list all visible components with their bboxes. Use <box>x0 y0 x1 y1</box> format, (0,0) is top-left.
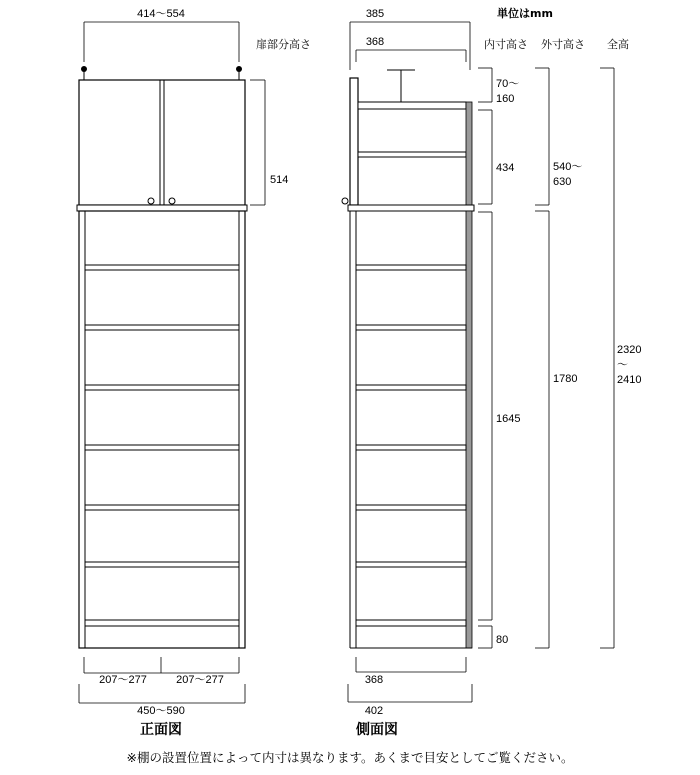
side-shelf <box>358 152 466 157</box>
total-height-max: 2410 <box>617 374 642 386</box>
side-upper-outer-height: 540～ <box>553 161 583 173</box>
side-upper-top-board <box>358 102 466 109</box>
side-shelf <box>356 445 466 450</box>
door-height-value: 514 <box>270 174 289 186</box>
front-view-caption: 正面図 <box>140 722 182 738</box>
lower-cabinet <box>79 211 245 648</box>
side-shelf <box>356 325 466 330</box>
side-shelf <box>356 562 466 567</box>
front-shelf <box>85 562 239 567</box>
side-shelf <box>356 505 466 510</box>
front-shelf <box>85 325 239 330</box>
side-lower-outer-height: 1780 <box>553 373 578 385</box>
upper-cabinet <box>79 80 245 205</box>
front-shelf <box>85 505 239 510</box>
side-shelf <box>356 385 466 390</box>
side-middle-board <box>348 205 474 211</box>
front-top-width: 414～554 <box>137 8 185 20</box>
side-upper-outer-height-max: 630 <box>553 176 572 188</box>
footnote: ※棚の設置位置によって内寸は異なります。あくまで目安としてご覧ください。 <box>126 750 574 765</box>
side-upper-door <box>350 78 358 205</box>
side-back-panel-lower <box>466 211 472 648</box>
side-top-inner-depth: 368 <box>365 36 385 48</box>
side-lower-inner-height: 1645 <box>496 413 521 425</box>
unit-label: 単位はmm <box>497 7 553 20</box>
total-height-tilde: ～ <box>617 359 628 371</box>
header-inner-height: 内寸高さ <box>484 38 528 51</box>
front-bottom-width: 450～590 <box>137 705 185 717</box>
side-back-panel-upper <box>466 102 472 205</box>
side-top-outer-depth: 385 <box>365 8 385 20</box>
ceiling-adjuster-left <box>81 66 87 80</box>
side-door-knob <box>342 198 348 204</box>
front-bottom-shelf <box>85 620 239 626</box>
side-bottom-outer-depth: 402 <box>364 705 384 717</box>
front-shelf <box>85 385 239 390</box>
front-half-width-right: 207～277 <box>176 674 224 686</box>
side-view-caption: 側面図 <box>356 722 398 738</box>
header-outer-height: 外寸高さ <box>541 38 585 51</box>
front-half-width-left: 207～277 <box>99 674 147 686</box>
side-gap-top-max: 160 <box>496 93 515 105</box>
header-total-height: 全高 <box>607 38 629 51</box>
front-shelf <box>85 265 239 270</box>
total-height-min: 2320 <box>617 344 642 356</box>
ceiling-adjuster-side <box>387 70 415 103</box>
middle-top-board <box>77 205 247 211</box>
side-view <box>342 8 641 738</box>
header-door-height: 扉部分高さ <box>256 38 311 51</box>
front-shelf <box>85 445 239 450</box>
side-bottom-inner-depth: 368 <box>364 674 384 686</box>
side-bottom-shelf <box>356 620 466 626</box>
ceiling-adjuster-right <box>236 66 242 80</box>
side-base-height: 80 <box>496 634 509 646</box>
side-upper-inner-height: 434 <box>496 162 515 174</box>
side-shelf <box>356 265 466 270</box>
side-gap-top: 70～ <box>496 78 520 90</box>
front-view <box>77 8 288 738</box>
